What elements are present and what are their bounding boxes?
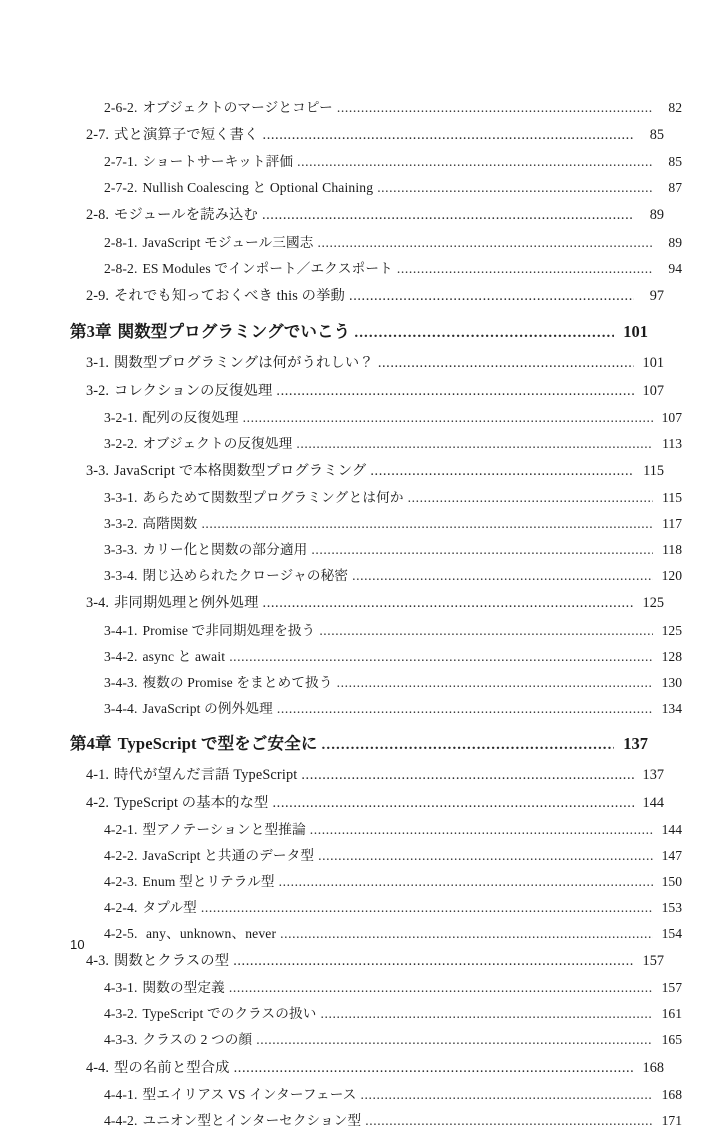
toc-entry-label: 型の名前と型合成: [114, 1059, 230, 1076]
toc-entry[interactable]: [104, 1029, 682, 1050]
toc-entry-page-number: 89: [649, 207, 664, 224]
toc-entry-title: [104, 672, 337, 693]
dot-leader: [201, 521, 653, 535]
dot-leader: [370, 468, 634, 482]
toc-entry-number: 3-3-4.: [104, 568, 138, 584]
toc-entry-title: [104, 433, 296, 454]
toc-entry[interactable]: [104, 258, 682, 279]
toc-entry[interactable]: [104, 698, 682, 719]
toc-entry[interactable]: [104, 871, 682, 892]
toc-entry-number: 4-2.: [86, 794, 110, 811]
toc-entry-title: [70, 732, 322, 757]
toc-entry-title: [104, 646, 229, 667]
toc-entry-title: [86, 352, 378, 374]
toc-entry[interactable]: [104, 977, 682, 998]
toc-entry-number: 4-2-4.: [104, 900, 138, 916]
toc-entry-title: [104, 487, 408, 508]
toc-entry-title: [104, 1003, 321, 1024]
toc-entry-label: 閉じ込められたクロージャの秘密: [142, 568, 349, 584]
toc-entry-title: [86, 204, 262, 226]
dot-leader: [378, 359, 634, 373]
dot-leader: [349, 292, 634, 306]
toc-entry-label: あらためて関数型プログラミングとは何か: [142, 490, 404, 506]
toc-entry-label: JavaScript で本格関数型プログラミング: [114, 462, 367, 479]
dot-leader: [322, 740, 615, 757]
toc-entry[interactable]: [104, 433, 682, 454]
toc-entry-label: 時代が望んだ言語 TypeScript: [114, 766, 298, 783]
toc-entry-page-number: 101: [623, 321, 648, 341]
toc-entry-page-number: 125: [642, 595, 664, 612]
toc-entry-label: 関数とクラスの型: [114, 953, 230, 970]
toc-entry-number: 3-2-1.: [104, 409, 138, 425]
toc-entry-title: [104, 177, 377, 198]
toc-entry-label: Enum 型とリテラル型: [142, 873, 275, 889]
toc-entry-title: [104, 232, 318, 253]
toc-entry-page-number: 147: [661, 847, 682, 863]
toc-entry-page-number: 165: [661, 1032, 682, 1048]
toc-entry-page-number: 161: [661, 1006, 682, 1022]
toc-entry-label: クラスの 2 つの顔: [142, 1032, 253, 1048]
toc-entry-title: [104, 871, 279, 892]
toc-entry-title: [104, 698, 277, 719]
toc-entry-title: [104, 258, 397, 279]
dot-leader: [233, 958, 634, 972]
toc-entry-label: タプル型: [142, 900, 197, 916]
toc-entry-title: [104, 1084, 361, 1105]
dot-leader: [229, 985, 653, 999]
toc-entry[interactable]: [104, 97, 682, 118]
toc-entry[interactable]: [104, 1110, 682, 1131]
dot-leader: [297, 159, 653, 173]
toc-entry-page-number: 153: [661, 900, 682, 916]
toc-entry[interactable]: [86, 352, 664, 374]
toc-entry-page-number: 115: [643, 462, 664, 479]
toc-entry-page-number: 85: [649, 127, 664, 144]
toc-entry-number: 3-3.: [86, 462, 110, 479]
dot-leader: [280, 931, 653, 945]
toc-entry-title: [104, 151, 297, 172]
toc-entry-label: 型アノテーションと型推論: [142, 821, 306, 837]
table-of-contents: [70, 97, 682, 1131]
toc-entry-label: ユニオン型とインターセクション型: [142, 1112, 362, 1128]
toc-entry-title: [86, 764, 301, 786]
toc-entry-label: 式と演算子で短く書く: [114, 127, 259, 144]
toc-entry-title: [104, 923, 280, 944]
toc-entry-title: [86, 792, 272, 814]
toc-entry[interactable]: [86, 460, 664, 482]
toc-entry-number: 3-3-2.: [104, 516, 138, 532]
toc-entry-label: 配列の反復処理: [142, 409, 239, 425]
dot-leader: [229, 653, 653, 667]
toc-entry-label: async と await: [142, 648, 226, 664]
toc-entry-label: Promise で非同期処理を扱う: [142, 622, 316, 638]
toc-entry-label: カリー化と関数の部分適用: [142, 542, 308, 558]
toc-entry-page-number: 107: [642, 382, 664, 399]
toc-entry-page-number: 128: [661, 648, 682, 664]
toc-entry-title: [104, 819, 310, 840]
toc-entry-title: [86, 1057, 234, 1079]
toc-entry-number: 4-4.: [86, 1059, 110, 1076]
toc-entry-number: 4-4-2.: [104, 1112, 138, 1128]
toc-entry-label: 型エイリアス VS インターフェース: [142, 1086, 357, 1102]
toc-entry-number: 2-7-2.: [104, 180, 138, 196]
toc-entry-number: 4-4-1.: [104, 1086, 138, 1102]
toc-entry-label: 高階関数: [142, 516, 198, 532]
toc-entry[interactable]: [86, 380, 664, 402]
toc-entry-number: 3-2-2.: [104, 435, 138, 451]
toc-entry-number: 2-8-1.: [104, 234, 138, 250]
toc-entry-label: 非同期処理と例外処理: [114, 595, 259, 612]
toc-entry-page-number: 144: [642, 794, 664, 811]
dot-leader: [296, 440, 653, 454]
toc-entry-page-number: 157: [661, 980, 682, 996]
toc-entry[interactable]: [104, 819, 682, 840]
toc-entry-title: [104, 513, 201, 534]
dot-leader: [321, 1011, 654, 1025]
toc-entry-page-number: 168: [642, 1059, 664, 1076]
toc-entry-page-number: 168: [661, 1086, 682, 1102]
dot-leader: [272, 800, 634, 814]
toc-entry-title: [104, 845, 318, 866]
toc-entry-label: オブジェクトの反復処理: [142, 435, 293, 451]
toc-entry-title: [104, 565, 352, 586]
toc-entry-label: JavaScript と共通のデータ型: [142, 847, 315, 863]
toc-entry-page-number: 117: [662, 516, 682, 532]
toc-entry-title: [104, 1110, 365, 1131]
dot-leader: [361, 1091, 653, 1105]
dot-leader: [311, 547, 653, 561]
toc-entry-number: 2-7.: [86, 127, 110, 144]
toc-entry[interactable]: [104, 151, 682, 172]
toc-entry-page-number: 154: [661, 926, 682, 942]
toc-entry-page-number: 125: [661, 622, 682, 638]
toc-entry-page-number: 134: [661, 700, 682, 716]
toc-entry[interactable]: [86, 124, 664, 146]
toc-entry-label: ES Modules でインポート／エクスポート: [142, 260, 393, 276]
toc-entry-number: 3-4-3.: [104, 674, 138, 690]
dot-leader: [319, 627, 653, 641]
toc-entry[interactable]: [86, 204, 664, 226]
dot-leader: [337, 104, 653, 118]
toc-entry-page-number: 85: [668, 154, 682, 170]
toc-entry-number: 2-8-2.: [104, 260, 138, 276]
toc-entry-number: 4-3-1.: [104, 980, 138, 996]
dot-leader: [318, 239, 653, 253]
toc-entry-page-number: 118: [662, 542, 682, 558]
toc-entry-number: 4-1.: [86, 766, 110, 783]
toc-entry-number: 3-4.: [86, 595, 110, 612]
toc-entry-label: 関数型プログラミングでいこう: [117, 321, 351, 341]
toc-entry-page-number: 101: [642, 354, 664, 371]
toc-entry-label: ショートサーキット評価: [142, 154, 294, 170]
dot-leader: [337, 679, 653, 693]
toc-entry-label: 関数の型定義: [142, 980, 225, 996]
toc-entry-title: [86, 592, 263, 614]
toc-entry[interactable]: [104, 897, 682, 918]
dot-leader: [234, 1064, 634, 1078]
toc-entry[interactable]: [104, 923, 682, 944]
toc-entry[interactable]: [86, 285, 664, 307]
dot-leader: [408, 495, 653, 509]
toc-entry-title: [104, 539, 311, 560]
toc-entry[interactable]: [104, 1003, 682, 1024]
dot-leader: [263, 132, 634, 146]
dot-leader: [354, 328, 614, 345]
toc-entry[interactable]: [104, 646, 682, 667]
toc-entry-page-number: 107: [661, 409, 682, 425]
toc-entry-number: 4-2-5.: [104, 926, 138, 942]
toc-entry-number: 3-4-2.: [104, 648, 138, 664]
toc-entry-title: [86, 285, 349, 307]
dot-leader: [377, 185, 653, 199]
toc-entry-number: 4-2-2.: [104, 847, 138, 863]
toc-entry[interactable]: [86, 764, 664, 786]
toc-entry-number: 3-3-3.: [104, 542, 138, 558]
toc-entry-title: [86, 460, 370, 482]
dot-leader: [263, 600, 634, 614]
toc-entry-number: 第4章: [70, 733, 112, 753]
toc-entry-number: 4-2-3.: [104, 873, 138, 889]
toc-entry-label: TypeScript で型をご安全に: [117, 733, 318, 753]
dot-leader: [201, 905, 653, 919]
toc-entry[interactable]: [86, 592, 664, 614]
toc-entry-number: 4-3-3.: [104, 1032, 138, 1048]
toc-entry-page-number: 137: [642, 766, 664, 783]
dot-leader: [243, 414, 653, 428]
toc-entry-label: コレクションの反復処理: [114, 382, 273, 399]
toc-entry-page-number: 94: [668, 260, 682, 276]
toc-entry-page-number: 97: [649, 287, 664, 304]
toc-entry-title: [86, 950, 233, 972]
toc-entry-title: [104, 977, 229, 998]
dot-leader: [276, 388, 634, 402]
toc-entry-number: 3-4-1.: [104, 622, 138, 638]
toc-entry[interactable]: [104, 407, 682, 428]
dot-leader: [352, 573, 653, 587]
toc-entry-number: 第3章: [70, 321, 112, 341]
dot-leader: [318, 852, 653, 866]
page-number: 10: [70, 937, 85, 952]
toc-entry-number: 4-3-2.: [104, 1006, 138, 1022]
dot-leader: [279, 878, 653, 892]
toc-entry-title: [86, 380, 276, 402]
toc-entry[interactable]: [70, 732, 648, 757]
toc-entry[interactable]: [104, 513, 682, 534]
toc-entry-number: 4-2-1.: [104, 821, 138, 837]
toc-entry-number: 2-6-2.: [104, 100, 138, 115]
toc-entry-number: 3-1.: [86, 354, 110, 371]
toc-entry[interactable]: [86, 1057, 664, 1079]
toc-entry-page-number: 150: [661, 873, 682, 889]
toc-entry-page-number: 113: [662, 435, 682, 451]
toc-entry-label: オブジェクトのマージとコピー: [142, 100, 333, 115]
dot-leader: [301, 771, 634, 785]
toc-entry-title: [104, 620, 319, 641]
toc-entry-title: [70, 320, 354, 345]
dot-leader: [397, 265, 653, 279]
dot-leader: [365, 1117, 653, 1131]
dot-leader: [310, 826, 653, 840]
toc-entry-number: 2-9.: [86, 287, 110, 304]
toc-entry[interactable]: [104, 620, 682, 641]
toc-entry-page-number: 144: [661, 821, 682, 837]
toc-entry[interactable]: [104, 672, 682, 693]
toc-entry-number: 4-3.: [86, 953, 110, 970]
toc-entry[interactable]: [104, 845, 682, 866]
toc-entry-title: [104, 1029, 256, 1050]
toc-entry-page-number: 87: [668, 180, 682, 196]
toc-entry-page-number: 130: [661, 674, 682, 690]
toc-entry-label: Nullish Coalescing と Optional Chaining: [142, 180, 374, 196]
toc-entry-label: any、unknown、never: [142, 926, 277, 942]
toc-entry-title: [104, 897, 201, 918]
toc-entry-title: [104, 97, 337, 118]
toc-entry-title: [104, 407, 243, 428]
toc-entry-label: TypeScript の基本的な型: [114, 794, 269, 811]
toc-entry[interactable]: [86, 792, 664, 814]
toc-entry-number: 2-8.: [86, 207, 110, 224]
toc-entry-title: [86, 124, 263, 146]
toc-entry-label: 関数型プログラミングは何がうれしい？: [114, 354, 374, 371]
toc-entry[interactable]: [104, 1084, 682, 1105]
toc-entry-page-number: 171: [661, 1112, 682, 1128]
toc-entry-page-number: 157: [642, 953, 664, 970]
dot-leader: [277, 705, 653, 719]
toc-entry[interactable]: [70, 320, 648, 345]
toc-entry[interactable]: [104, 177, 682, 198]
toc-entry-label: 複数の Promise をまとめて扱う: [142, 674, 333, 690]
toc-entry-number: 3-4-4.: [104, 700, 138, 716]
toc-entry-number: 3-3-1.: [104, 490, 138, 506]
toc-entry-page-number: 115: [662, 490, 682, 506]
toc-entry[interactable]: [104, 539, 682, 560]
toc-entry-label: モジュールを読み込む: [114, 207, 258, 224]
toc-entry-page-number: 89: [668, 234, 682, 250]
toc-entry-number: 2-7-1.: [104, 154, 138, 170]
toc-entry-label: それでも知っておくべき this の挙動: [114, 287, 346, 304]
toc-entry-label: TypeScript でのクラスの扱い: [142, 1006, 317, 1022]
dot-leader: [256, 1037, 653, 1051]
toc-entry[interactable]: [86, 950, 664, 972]
toc-entry-number: 3-2.: [86, 382, 110, 399]
toc-entry-page-number: 82: [668, 100, 682, 115]
toc-entry-page-number: 120: [661, 568, 682, 584]
toc-entry[interactable]: [104, 487, 682, 508]
toc-entry-label: JavaScript の例外処理: [142, 700, 273, 716]
toc-entry-label: JavaScript モジュール三國志: [142, 234, 314, 250]
toc-entry[interactable]: [104, 565, 682, 586]
toc-entry-page-number: 137: [623, 733, 648, 753]
dot-leader: [262, 212, 634, 226]
toc-entry[interactable]: [104, 232, 682, 253]
